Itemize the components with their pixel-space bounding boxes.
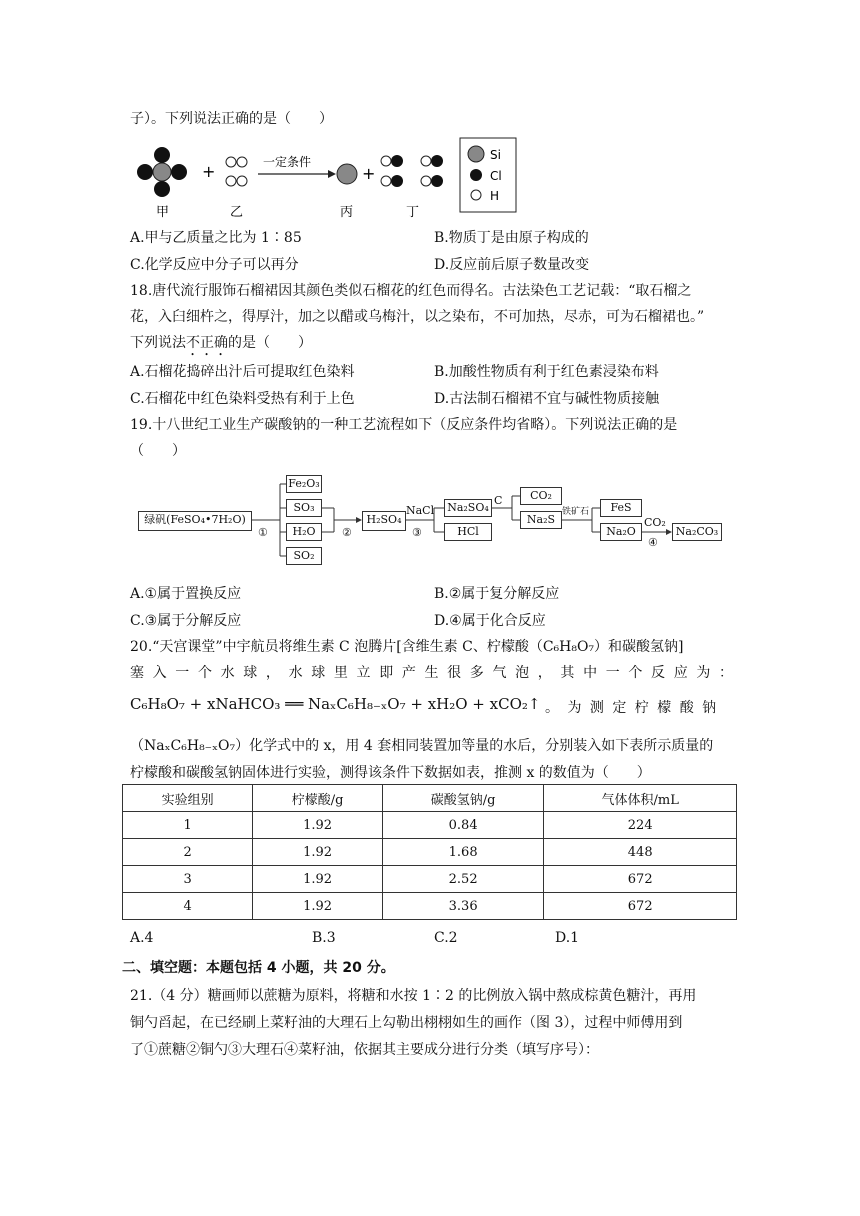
flow-reagent-nacl: NaCl [406,504,435,517]
molecule-bing [337,164,357,184]
q17-reaction-diagram [130,132,520,220]
q20-line-4: （NaₓC₆H₈₋ₓO₇）化学式中的 x，用 4 套相同装置加等量的水后，分别装入如下表所示质量的 [130,738,714,754]
q18-line-2: 花，入臼细杵之，得厚汁，加之以醋或乌梅汁，以之染布，不可加热，尽赤，可为石榴裙也。” [130,309,705,325]
table-header: 碳酸氢钠/g [382,785,544,812]
flow-fes: FeS [600,499,642,517]
arrow-condition: 一定条件 [263,155,312,169]
flow-reagent-c: C [494,494,503,507]
q18-line-1: 18.唐代流行服饰石榴裙因其颜色类似石榴花的红色而得名。古法染色工艺记载：“取石榴之 [130,283,692,299]
legend-h-symbol [471,190,481,200]
flow-hcl: HCl [444,523,492,541]
q19-option-d[interactable]: D.④属于化合反应 [434,613,546,629]
q17-option-b[interactable]: B.物质丁是由原子构成的 [434,230,589,246]
label-bing: 丙 [340,205,354,220]
flow-step-1: ① [258,526,268,539]
q21-line-3: 了①蔗糖②铜勺③大理石④菜籽油，依据其主要成分进行分类（填写序号）： [130,1042,599,1058]
q19-line-2: （ ） [130,443,186,459]
q19-option-a[interactable]: A.①属于置换反应 [130,586,242,602]
flow-na2o: Na₂O [600,523,642,541]
q20-option-c[interactable]: C.2 [434,930,458,946]
table-header: 实验组别 [123,785,253,812]
q19-option-c[interactable]: C.③属于分解反应 [130,613,242,629]
flow-fe2o3: Fe₂O₃ [286,475,322,493]
q17-stem-tail: 子）。下列说法正确的是（ ） [130,111,333,127]
table-header: 柠檬酸/g [253,785,383,812]
q17-option-d[interactable]: D.反应前后原子数量改变 [434,257,590,273]
flow-step-2: ② [342,526,352,539]
q17-option-c[interactable]: C.化学反应中分子可以再分 [130,257,299,273]
q18-option-c[interactable]: C.石榴花中红色染料受热有利于上色 [130,391,355,407]
flow-na2so4: Na₂SO₄ [444,499,492,517]
svg-text:+: + [202,162,216,181]
section-title: 二、填空题：本题包括 4 小题，共 20 分。 [122,960,395,976]
q18-option-b[interactable]: B.加酸性物质有利于红色素浸染布料 [434,364,659,380]
flow-na2co3: Na₂CO₃ [672,523,722,541]
flow-h2o: H₂O [286,523,322,541]
q21-line-1: 21.（4 分）糖画师以蔗糖为原料，将糖和水按 1∶2 的比例放入锅中熬成棕黄色糖汁，再用 [130,988,697,1004]
legend-si-symbol [468,146,484,162]
emphasis-not-correct: 不正确 [186,335,228,351]
legend-si: Si [490,148,501,162]
legend-box [460,138,516,212]
flow-reagent-mark: 铁矿石 [562,507,590,517]
legend-cl-symbol [470,169,482,181]
table-row: 3 1.92 2.52 672 [123,866,737,893]
table-row: 4 1.92 3.36 672 [123,893,737,920]
table-row: 1 1.92 0.84 224 [123,812,737,839]
q17-option-a[interactable]: A.甲与乙质量之比为 1∶85 [130,230,302,246]
flow-reagent-co2: CO₂ [644,516,666,529]
q18-line-3: 下列说法不正确的是（ ） [130,335,312,351]
q20-option-d[interactable]: D.1 [555,930,580,946]
q19-flow-diagram [130,468,735,568]
flow-step-3: ③ [412,526,422,539]
q20-line-2: 塞入一个水球，水球里立即产生很多气泡，其中一个反应为： [130,665,733,681]
q20-option-a[interactable]: A.4 [130,930,154,946]
molecule-ding [381,155,443,187]
molecule-jia [137,147,187,197]
molecule-yi [226,157,247,186]
svg-text:+: + [362,164,376,183]
label-ding: 丁 [406,205,420,220]
table-row: 2 1.92 1.68 448 [123,839,737,866]
q20-option-b[interactable]: B.3 [312,930,336,946]
q21-line-2: 铜勺舀起，在已经刷上菜籽油的大理石上勾勒出栩栩如生的画作（图 3），过程中师傅用到 [130,1015,683,1031]
q20-equation: C₆H₈O₇ + xNaHCO₃ ══ NaₓC₆H₈₋ₓO₇ + xH₂O + xCO₂↑ [130,695,541,713]
label-yi: 乙 [230,205,244,220]
si-atom [153,163,171,181]
flow-so3: SO₃ [286,499,322,517]
q18-option-a[interactable]: A.石榴花捣碎出汁后可提取红色染料 [130,364,355,380]
table-header: 气体体积/mL [544,785,737,812]
legend-h: H [490,189,500,203]
cl-atom [154,181,170,197]
cl-atom [171,164,187,180]
flow-so2: SO₂ [286,547,322,565]
q19-option-b[interactable]: B.②属于复分解反应 [434,586,560,602]
legend-cl: Cl [490,169,502,183]
flow-step-4: ④ [648,536,658,549]
flow-h2so4: H₂SO₄ [362,511,406,531]
flow-na2s: Na₂S [520,511,562,529]
flow-co2: CO₂ [520,487,562,505]
table-header-row [123,785,737,812]
q20-line-1: 20.“天宫课堂”中宇航员将维生素 C 泡腾片[含维生素 C、柠檬酸（C₆H₈O₇）和碳酸氢钠] [130,639,684,655]
cl-atom [137,164,153,180]
q19-line-1: 19.十八世纪工业生产碳酸钠的一种工艺流程如下（反应条件均省略）。下列说法正确的是 [130,417,678,433]
cl-atom [154,147,170,163]
flow-start: 绿矾(FeSO₄•7H₂O) [138,511,252,531]
q20-line-3-tail: 。 为 测 定 柠 檬 酸 钠 [545,700,717,716]
q20-data-table [122,784,737,920]
q18-option-d[interactable]: D.古法制石榴裙不宜与碱性物质接触 [434,391,660,407]
q20-line-5: 柠檬酸和碳酸氢钠固体进行实验，测得该条件下数据如表，推测 x 的数值为（ ） [130,765,651,781]
label-jia: 甲 [156,205,170,220]
